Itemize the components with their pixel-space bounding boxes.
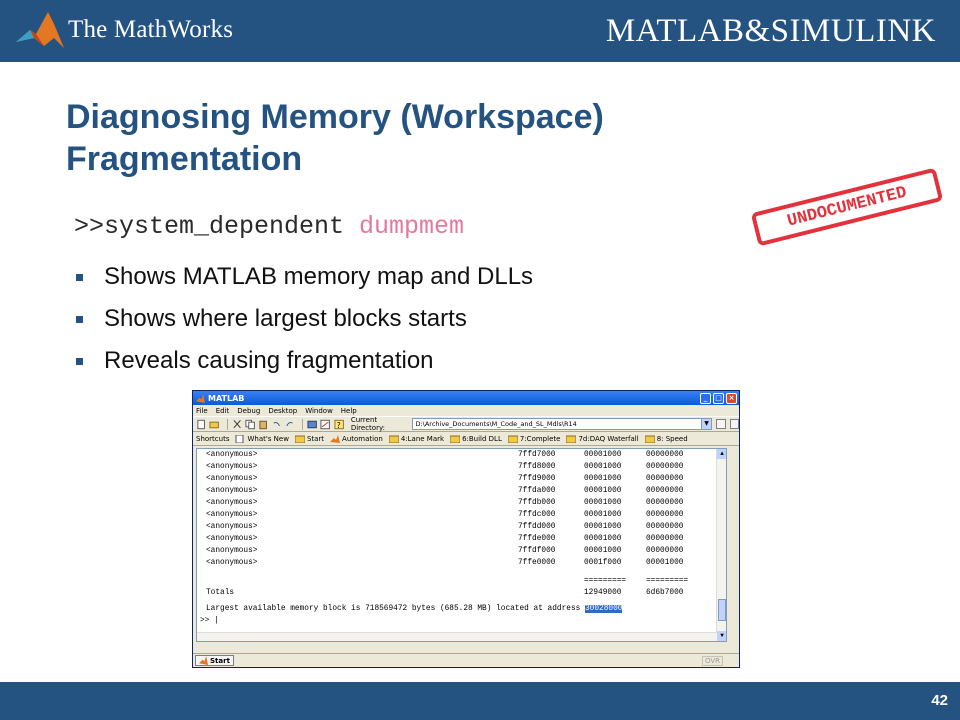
paste-icon[interactable] — [258, 419, 268, 430]
bullet-item — [76, 340, 533, 382]
folder-icon — [450, 435, 460, 443]
horizontal-scrollbar[interactable] — [197, 632, 717, 641]
undo-icon[interactable] — [271, 419, 281, 430]
current-dir-value: D:\Archive_Documents\M_Code_and_SL_Mdls\R14 — [415, 420, 577, 428]
folder-icon — [508, 435, 518, 443]
scroll-thumb[interactable] — [718, 599, 726, 621]
toolbar-separator — [302, 419, 303, 430]
toolbar-separator — [227, 419, 228, 430]
menu-window[interactable]: Window — [305, 406, 333, 415]
close-button[interactable]: × — [726, 393, 737, 404]
redo-icon[interactable] — [285, 419, 295, 430]
bullet-item — [76, 298, 533, 340]
start-button[interactable]: Start — [195, 655, 234, 666]
new-file-icon[interactable] — [196, 419, 206, 430]
shortcut-start[interactable]: Start — [295, 435, 324, 443]
shortcut-daq-waterfall[interactable]: 7d:DAQ Waterfall — [566, 435, 638, 443]
matlab-app-icon — [199, 656, 208, 665]
shortcut-build-dll[interactable]: 6:Build DLL — [450, 435, 502, 443]
folder-icon — [566, 435, 576, 443]
selected-address[interactable]: 30028000 — [585, 605, 623, 613]
bullet-square-icon — [76, 316, 83, 323]
command-prompt-line[interactable]: >> | — [200, 617, 219, 625]
undocumented-stamp: UNDOCUMENTED — [751, 168, 944, 247]
window-title: MATLAB — [208, 393, 245, 403]
matlab-app-icon — [330, 435, 340, 443]
folder-icon — [645, 435, 655, 443]
shortcut-complete[interactable]: 7:Complete — [508, 435, 561, 443]
simulink-icon[interactable] — [307, 419, 317, 430]
separator-row: ========= ========= — [584, 577, 689, 585]
minimize-button[interactable]: _ — [700, 393, 711, 404]
command-arg: dumpmem — [359, 212, 465, 241]
company-name: The MathWorks — [68, 16, 234, 43]
chevron-down-icon[interactable]: ▼ — [701, 419, 711, 429]
bullet-text: Reveals causing fragmentation — [104, 347, 434, 374]
svg-text:?: ? — [336, 420, 341, 430]
copy-icon[interactable] — [245, 419, 255, 430]
current-dir-input[interactable] — [412, 418, 712, 430]
shortcuts-label: Shortcuts — [196, 434, 230, 443]
mathworks-logo-icon — [14, 8, 66, 54]
largest-block-line: Largest available memory block is 718569472 bytes (685.28 MB) located at address 30028000 — [206, 605, 623, 613]
up-folder-button[interactable] — [730, 419, 739, 429]
guide-icon[interactable] — [320, 419, 330, 430]
browse-folder-button[interactable] — [716, 419, 725, 429]
scroll-up-icon[interactable]: ▲ — [717, 449, 727, 459]
matlab-window — [192, 390, 740, 668]
cut-icon[interactable] — [232, 419, 242, 430]
help-icon[interactable] — [334, 419, 344, 430]
bullet-square-icon — [76, 358, 83, 365]
product-logo: MATLAB&SIMULINK — [605, 13, 936, 49]
menu-debug[interactable]: Debug — [237, 406, 261, 415]
document-icon — [235, 435, 245, 443]
shortcut-lane-mark[interactable]: 4:Lane Mark — [389, 435, 444, 443]
totals-row: Totals 12949000 6d6b7000 — [206, 589, 684, 597]
menu-desktop[interactable]: Desktop — [268, 406, 298, 415]
scroll-down-icon[interactable]: ▼ — [717, 631, 727, 641]
bullet-text: Shows MATLAB memory map and DLLs — [104, 263, 534, 290]
bullet-list — [76, 256, 533, 382]
folder-icon — [389, 435, 399, 443]
bullet-text: Shows where largest blocks starts — [104, 305, 467, 332]
matlab-app-icon — [196, 394, 205, 403]
toolbar — [193, 416, 739, 432]
bullet-item — [76, 256, 533, 298]
open-folder-icon[interactable] — [209, 419, 219, 430]
footer-band — [0, 682, 960, 720]
menu-bar — [193, 405, 739, 416]
maximize-button[interactable]: □ — [713, 393, 724, 404]
overwrite-indicator: OVR — [702, 656, 723, 666]
slide-title: Diagnosing Memory (Workspace) Fragmentation — [66, 98, 604, 178]
vertical-scrollbar[interactable] — [716, 449, 726, 641]
bullet-square-icon — [76, 274, 83, 281]
menu-file[interactable]: File — [196, 406, 208, 415]
current-dir-label: Current Directory: — [350, 416, 385, 432]
shortcut-automation[interactable]: Automation — [330, 435, 383, 443]
header-band — [0, 0, 960, 62]
folder-icon — [295, 435, 305, 443]
command-prompt: >>system_dependent — [74, 212, 360, 241]
window-titlebar — [193, 391, 739, 405]
shortcut-whats-new[interactable]: What's New — [235, 435, 288, 443]
menu-help[interactable]: Help — [340, 406, 357, 415]
menu-edit[interactable]: Edit — [215, 406, 230, 415]
shortcuts-bar — [193, 432, 739, 446]
shortcut-speed[interactable]: 8: Speed — [645, 435, 688, 443]
command-line — [74, 212, 464, 241]
command-window[interactable]: <anonymous> 7ffd7000 00001000 00000000 <anonymous> 7ffd8000 00001000 00000000 <anonymous> 7ffd9000 00001000 00000000 <anonymous> 7ffda000 00001000 00000000 <anonymous> 7ffdb000 00001000 00000000 <anonymous> 7ffdc000 00001000 00000000 <anonymous> 7ffdd000 00001000 00000000 <anonymous> 7ffde000 00001000 00000000 <anonymous> 7ffdf000 00001000 00000000 <anonymous> 7ffe0000 0001f000 00001000 ========= ========= Totals 12949000 6d6b7000 Largest available memory block is 718569472 bytes (685.28 MB) located at address 30028000 >> | ▲ ▼ — [196, 448, 727, 642]
status-bar — [193, 653, 739, 667]
page-number: 42 — [931, 692, 948, 709]
